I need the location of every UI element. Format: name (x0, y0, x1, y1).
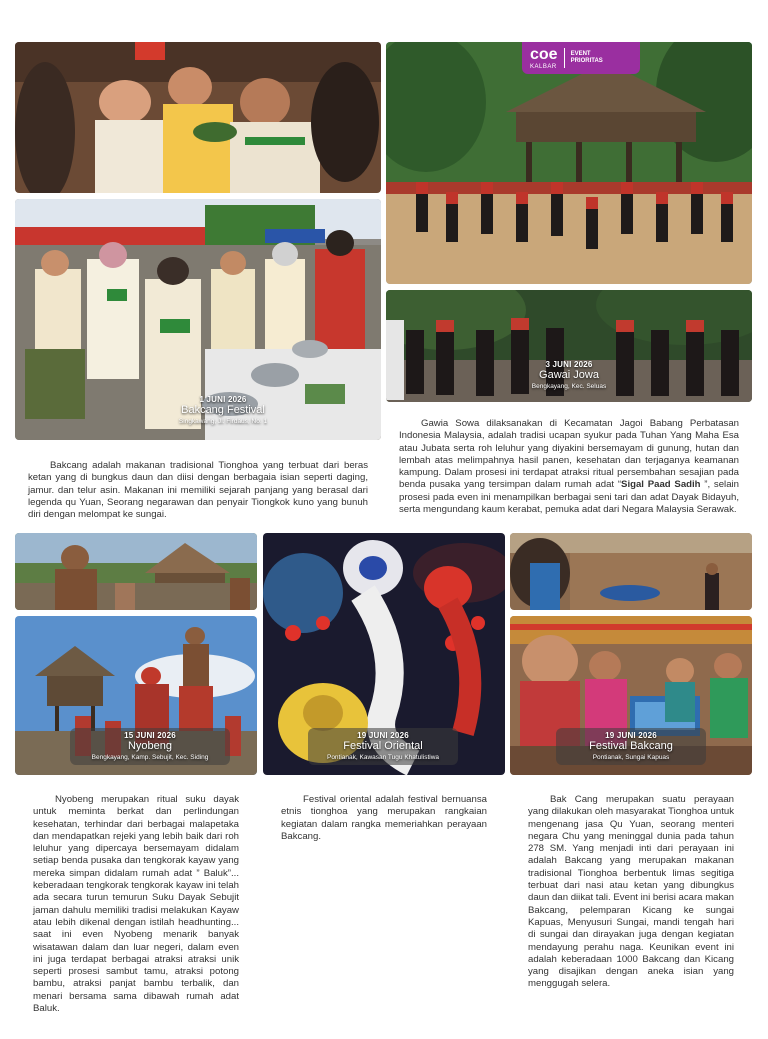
photo-bakcang-festival (15, 199, 381, 440)
event-location: Bengkayang, Kec. Seluas (531, 383, 607, 390)
event-date: 15 JUNI 2026 (124, 731, 176, 740)
nyobeng-description-text: Nyobeng merupakan ritual suku dayak untuk meminta berkat dan perlindungan kesehatan, terhindar dari berbagai malapetaka dan mendapatkan rejeki yang lebih baik dari roh leluhur yang dipercaya bersemayam didalam setiap benda pusaka dan tengkorak kayaw yang mereka simpan didalam rumah adat ” Baluk”... keberadaan tengkorak tengkorak kayaw ini telah ada secara turun temurun Suku Dayak Sebujit jaman dahulu memiliki tradisi melakukan Kayaw atau lebih dikenal dengan istilah headhunting... saat ini even Nyobeng menarik banyak wisatawan dalam dan luar negeri, dalam even ini juga terdapat berbagai atraksi atraksi unik seperti prosesi sambut tamu, atraksi potong bambu, atraksi panjat bambu terbalik, dan menari bersama sama dibawah rumah adat Baluk. (33, 794, 239, 1015)
photo-festival-oriental (263, 533, 505, 775)
photo-nyobeng-village (15, 533, 257, 610)
photo-gawai-longhouse-dance (386, 42, 752, 284)
badge-label-event: EVENT (570, 51, 591, 57)
event-date: 3 JUNI 2026 (545, 360, 593, 369)
event-prioritas-badge (522, 42, 640, 74)
bakcang-description (28, 460, 368, 521)
brand-logo: coe (530, 46, 558, 63)
photo-kapuas-river (510, 533, 752, 610)
bakcang-description-text: Bakcang adalah makanan tradisional Tionghoa yang terbuat dari beras ketan yang di bungkus daun dan diisi dengan berbagaia isian seperti daging, jamur. dan telur asin. Makanan ini memiliki sejarah panjang yang berasal dari legenda qu Yuan, Seorang negarawan dan penyair Tiongkok kuno yang bunuh diri dengan melompat ke sungai. (28, 460, 368, 521)
gawai-description-text (399, 418, 739, 516)
photo-gawai-jowa (386, 290, 752, 402)
oriental-description-text: Festival oriental adalah festival bernuansa etnis tionghoa yang merupakan rangkaian kegiatan dalam rangka memeriahkan perayaan Bakcang. (281, 794, 487, 842)
event-location: Pontianak, Kawasan Tugu Khatulistiwa (326, 754, 439, 761)
event-title: Festival Oriental (343, 740, 423, 752)
caption-nyobeng (70, 728, 230, 765)
gawai-description (399, 418, 739, 516)
event-date: 1 JUNI 2026 (199, 395, 247, 404)
photo-nyobeng (15, 616, 257, 775)
caption-bakcang-festival (148, 395, 298, 426)
photo-bakcang-crowd-closeup (15, 42, 381, 193)
gawai-text-part2: ”, selain prosesi pada even ini menampilkan berbagai seni tari dan adat Dayak Bidayuh, serta mengundang kaum kerabat, pemuka adat dari Negara Malaysia Serawak. (399, 479, 739, 516)
gawai-text-part1: Gawia Sowa dilaksanakan di Kecamatan Jagoi Babang Perbatasan Indonesia Malaysia, adalah tradisi ucapan syukur pada Tuhan Yang Maha Esa atau Jubata serta roh leluhur yang diyakini bersemayam di gunung, hutan dan lembah atas melimpahnya hasil panen, kesehatan dan terjaganya keamanan kampung. Dalam prosesi ini terdapat atraksi ritual persembahan sesajian pada benda pusaka yang tersimpan dalam rumah adat “ (399, 418, 739, 491)
event-location: Bengkayang, Kamp. Sebujit, Kec. Siding (91, 754, 209, 761)
caption-festival-oriental (308, 728, 458, 765)
event-title: Festival Bakcang (589, 740, 673, 752)
badge-divider (564, 48, 565, 68)
event-location: Singkawang, Jl. Firdaus, No. 1 (178, 418, 268, 425)
event-date: 19 JUNI 2026 (605, 731, 657, 740)
badge-label-prioritas: PRIORITAS (570, 58, 603, 64)
festival-bakcang-description (528, 794, 734, 991)
event-title: Gawai Jowa (539, 369, 599, 381)
event-date: 19 JUNI 2026 (357, 731, 409, 740)
festival-bakcang-description-text: Bak Cang merupakan suatu perayaan yang dilakukan oleh masyarakat Tionghoa untuk mengenang jasa Qu Yuan, seorang menteri negara Chu yang meninggal dunia pada tahun 278 SM. Yang menjadi inti dari perayaan ini adalah Bakcang yang merupakan makanan tradisional Tionghoa berbentuk limas segitiga terbuat dari nasi atau ketan yang dibungkus daun dan diikat tali. Event ini berisi acara makan Bakcang, pelemparan Kicang ke sungai Kapuas, Menyusuri Sungai, mandi tengah hari di sungai dan dirayakan juga dengan kegiatan mendayung perahu naga. Keunikan event ini adalah keberadaan 1000 Bakcang dan Kicang yang disajikan dengan aneka isian yang menggugah selera. (528, 794, 734, 990)
photo-festival-bakcang (510, 616, 752, 775)
brand-sub: KALBAR (530, 64, 557, 70)
caption-festival-bakcang (556, 728, 706, 765)
event-title: Nyobeng (127, 740, 173, 752)
oriental-description (281, 794, 487, 843)
gawai-text-emphasis: Sigal Paad Sadih (621, 479, 701, 491)
caption-gawai-jowa (504, 360, 634, 391)
nyobeng-description (33, 794, 239, 1015)
event-location: Pontianak, Sungai Kapuas (592, 754, 670, 761)
event-title: Bakcang Festival (181, 404, 265, 416)
